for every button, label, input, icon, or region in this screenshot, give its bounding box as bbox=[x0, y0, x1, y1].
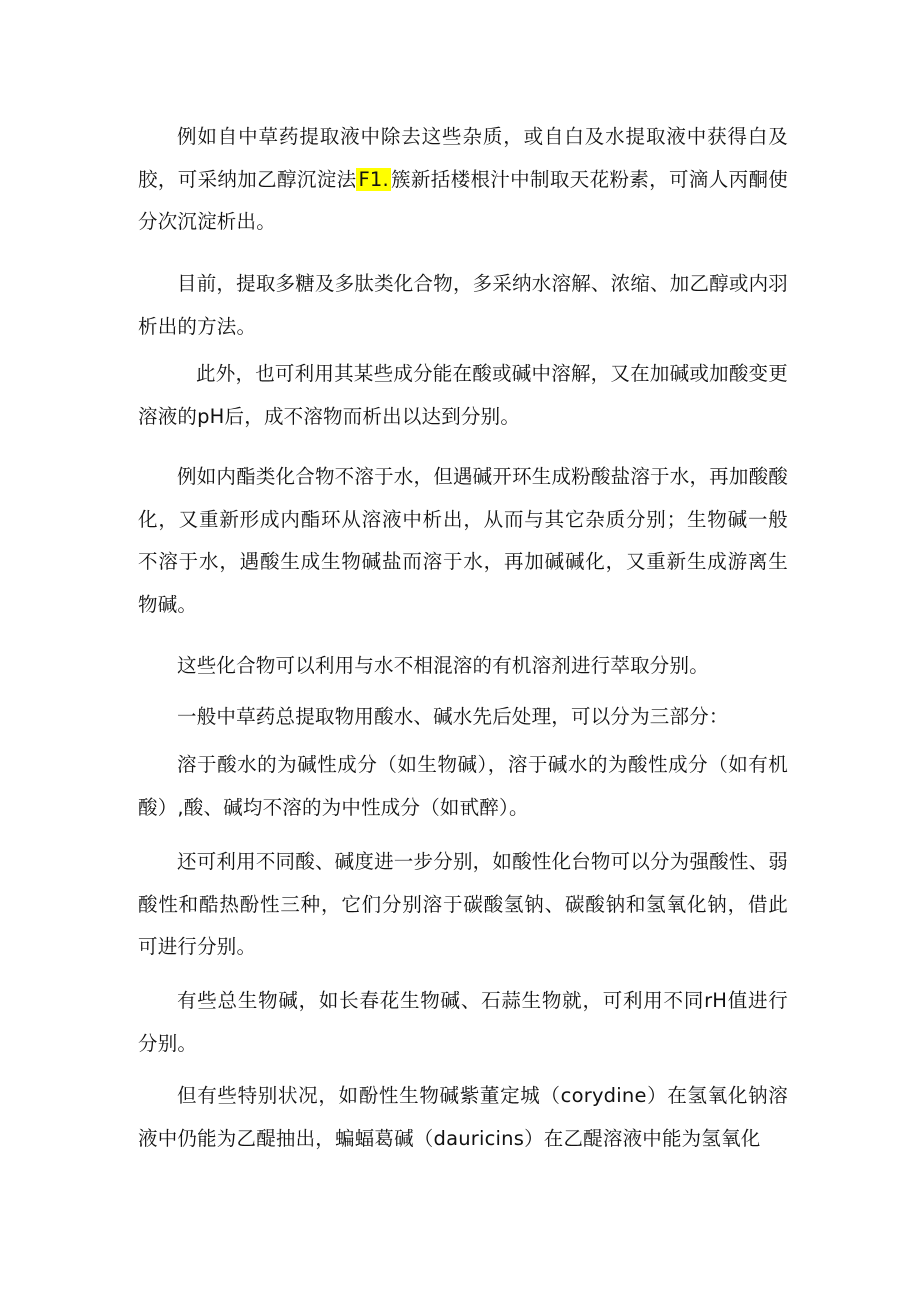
paragraph-1 bbox=[138, 116, 788, 244]
paragraph-3: 此外，也可利用其某些成分能在酸或碱中溶解，又在加碱或加酸变更溶液的pH后，成不溶物而析出以达到分别。 bbox=[138, 362, 788, 428]
highlighted-text: F1. bbox=[358, 167, 389, 191]
paragraph-2: 目前，提取多糖及多肽类化合物，多采纳水溶解、浓缩、加乙醇或内羽析出的方法。 bbox=[138, 272, 788, 338]
paragraph-9: 有些总生物碱，如长春花生物碱、石蒜生物就，可利用不同rH值进行分别。 bbox=[138, 989, 788, 1055]
paragraph-5: 这些化合物可以利用与水不相混溶的有机溶剂进行萃取分别。 bbox=[177, 654, 709, 677]
paragraph-10: 但有些特别状况，如酚性生物碱紫董定城（corydine）在氢氧化钠溶液中仍能为乙醍抽出，蝙蝠葛碱（dauricins）在乙醍溶液中能为氢氧化 bbox=[138, 1084, 788, 1150]
paragraph-1-text-before: 例如自中草药提取液中除去这些杂质，或自白及水提取液中获得白及胶，可采纳加乙醇沉淀法 bbox=[138, 125, 788, 191]
paragraph-8: 还可利用不同酸、碱度进一步分别，如酸性化台物可以分为强酸性、弱酸性和酷热酚性三种，它们分别溶于碳酸氢钠、碳酸钠和氢氧化钠，借此可进行分别。 bbox=[138, 850, 788, 958]
paragraph-1-text-after: 簇新括楼根汁中制取天花粉素，可滴人丙酮使分次沉淀析出。 bbox=[138, 167, 788, 233]
paragraph-7: 溶于酸水的为碱性成分（如生物碱），溶于碱水的为酸性成分（如有机酸）,酸、碱均不溶的为中性成分（如甙醉）。 bbox=[138, 753, 788, 819]
paragraph-4: 例如内酯类化合物不溶于水，但遇碱开环生成粉酸盐溶于水，再加酸酸化，又重新形成内酯环从溶液中析出，从而与其它杂质分别；生物碱一般不溶于水，遇酸生成生物碱盐而溶于水，再加碱碱化，又重新生成游离生物碱。 bbox=[138, 465, 788, 616]
paragraph-6: 一般中草药总提取物用酸水、碱水先后处理，可以分为三部分： bbox=[177, 705, 729, 728]
